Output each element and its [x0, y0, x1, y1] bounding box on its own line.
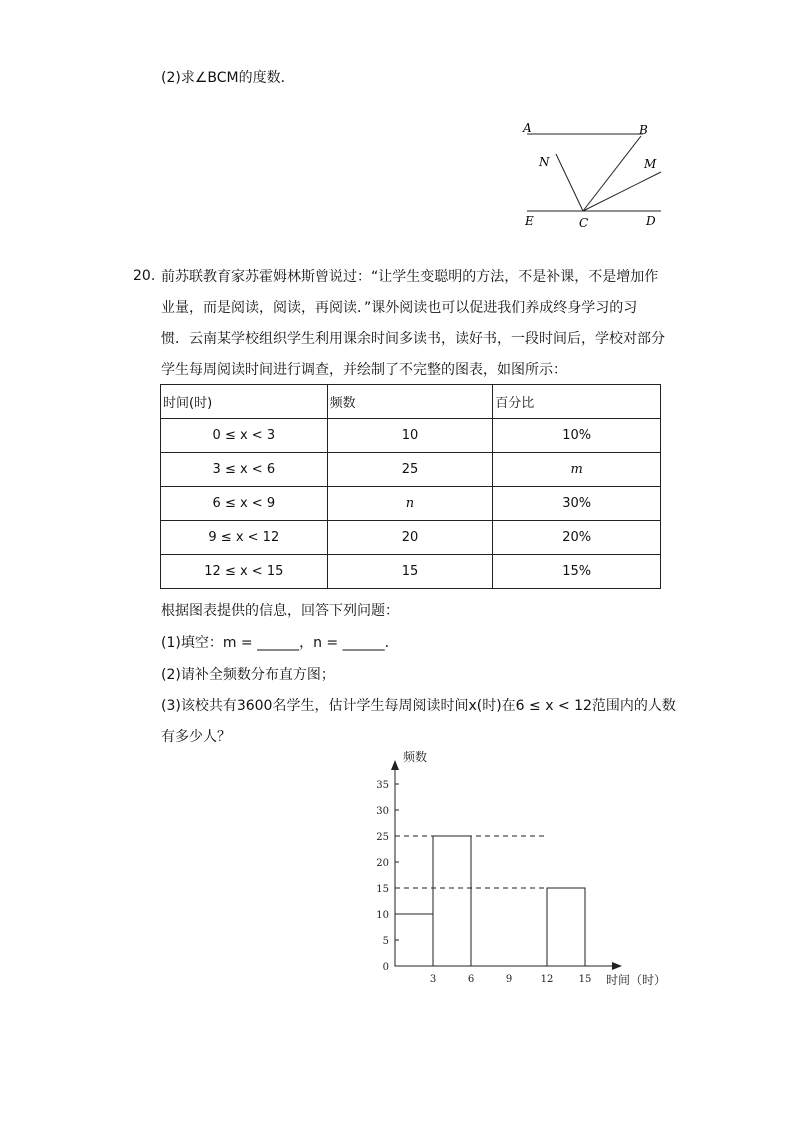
label-d: D — [646, 214, 656, 228]
cell-frequency: 25 — [327, 453, 493, 487]
x-axis-arrow — [612, 962, 622, 970]
x-tick-label: 6 — [467, 974, 475, 985]
y-tick-label: 30 — [376, 806, 389, 817]
cell-percent: 20% — [493, 521, 661, 555]
q20-number: 20. — [133, 268, 156, 284]
ray-cm — [583, 172, 661, 211]
cell-range: 12 ≤ x < 15 — [161, 555, 328, 589]
table-header-row — [161, 385, 661, 419]
x-tick-label: 15 — [578, 974, 592, 985]
x-tick-label: 9 — [505, 974, 513, 985]
x-tick-label: 3 — [429, 974, 437, 985]
ray-cn — [556, 154, 583, 211]
label-m: M — [644, 157, 657, 171]
cell-range: 3 ≤ x < 6 — [161, 453, 328, 487]
cell-range: 6 ≤ x < 9 — [161, 487, 328, 521]
histogram-bar — [395, 914, 433, 966]
cell-percent: 10% — [493, 419, 661, 453]
geometry-figure — [515, 118, 665, 233]
table-row — [161, 419, 661, 453]
cell-percent: m — [493, 453, 661, 487]
x-axis-title: 时间（时） — [606, 973, 667, 987]
header-percent: 百分比 — [493, 385, 661, 419]
q19-part2: (2)求∠BCM的度数． — [161, 70, 295, 86]
histogram-bar — [547, 888, 585, 966]
label-c: C — [579, 216, 589, 230]
cell-frequency: n — [327, 487, 493, 521]
cell-frequency: 15 — [327, 555, 493, 589]
q20-sub3-line1: (3)该校共有3600名学生，估计学生每周阅读时间x(时)在6 ≤ x < 12范围内的人数 — [161, 698, 676, 714]
q20-sub2: (2)请补全频数分布直方图； — [161, 667, 335, 683]
q20-line-1: 前苏联教育家苏霍姆林斯曾说过：“让学生变聪明的方法，不是补课，不是增加作 — [161, 269, 659, 285]
cell-frequency: 20 — [327, 521, 493, 555]
q20-line-3: 惯．云南某学校组织学生利用课余时间多读书，读好书，一段时间后，学校对部分 — [161, 331, 665, 347]
y-tick-label: 5 — [382, 936, 389, 947]
cell-range: 0 ≤ x < 3 — [161, 419, 328, 453]
y-axis-title: 频数 — [403, 750, 428, 764]
cell-range: 9 ≤ x < 12 — [161, 521, 328, 555]
segment-cb — [583, 136, 641, 211]
label-a: A — [523, 121, 532, 135]
frequency-table — [160, 384, 661, 589]
cell-percent: 15% — [493, 555, 661, 589]
y-tick-label: 0 — [382, 962, 389, 973]
table-row — [161, 453, 661, 487]
y-tick-label: 10 — [376, 910, 389, 921]
cell-percent: 30% — [493, 487, 661, 521]
label-b: B — [639, 123, 648, 137]
header-time: 时间(时) — [161, 385, 328, 419]
label-n: N — [539, 155, 550, 169]
header-frequency: 频数 — [327, 385, 493, 419]
table-row — [161, 555, 661, 589]
cell-frequency: 10 — [327, 419, 493, 453]
q20-line-4: 学生每周阅读时间进行调查，并绘制了不完整的图表，如图所示： — [161, 362, 567, 378]
y-tick-label: 35 — [376, 780, 389, 791]
y-tick-label: 15 — [376, 884, 389, 895]
table-row — [161, 487, 661, 521]
q20-prompt: 根据图表提供的信息，回答下列问题： — [161, 603, 399, 619]
histogram-bar — [433, 836, 471, 966]
y-tick-label: 25 — [376, 832, 389, 843]
y-tick-label: 20 — [376, 858, 389, 869]
y-axis-arrow — [391, 760, 399, 770]
q20-line-2: 业量，而是阅读，阅读，再阅读．”课外阅读也可以促进我们养成终身学习的习 — [161, 300, 638, 316]
frequency-histogram — [350, 742, 670, 992]
label-e: E — [525, 214, 534, 228]
q20-sub1: (1)填空：m = ______，n = ______． — [161, 635, 399, 651]
q20-sub3-line2: 有多少人？ — [161, 729, 231, 745]
table-row — [161, 521, 661, 555]
x-tick-label: 12 — [540, 974, 554, 985]
